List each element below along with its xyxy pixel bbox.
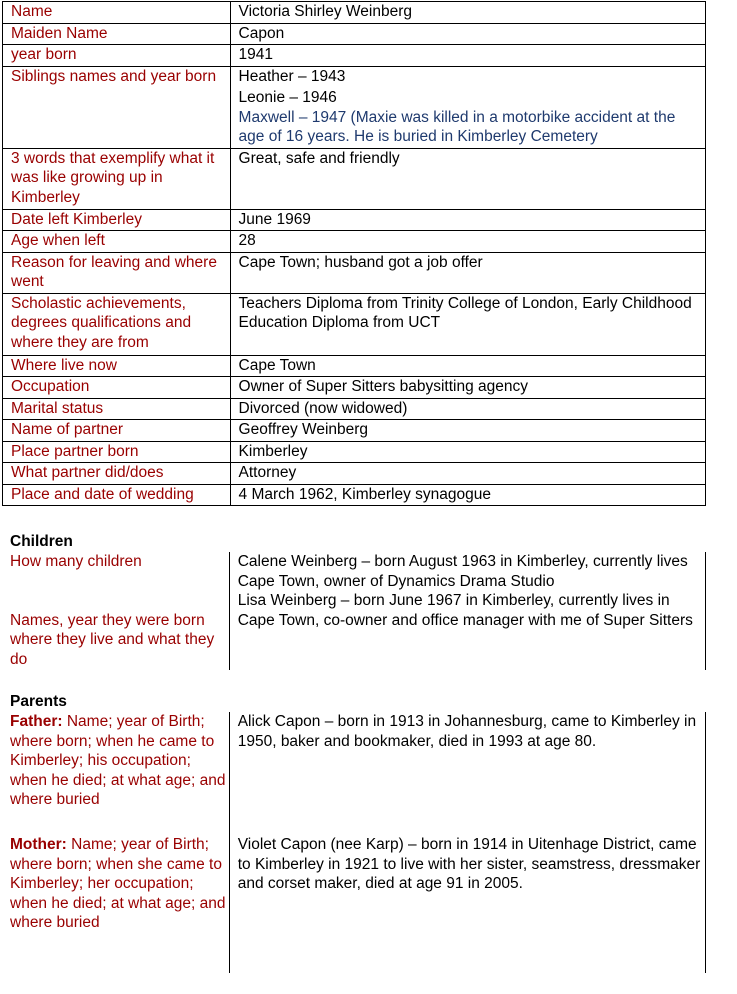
siblings-value: [230, 66, 705, 148]
children-values: [229, 552, 705, 670]
name-label: Name: [3, 2, 231, 24]
children-table: [2, 552, 706, 670]
sibling-2: Leonie – 1946: [238, 89, 337, 106]
how-many-children-label: How many children: [10, 553, 142, 570]
parents-heading: Parents: [10, 693, 67, 710]
table-row: [3, 209, 706, 231]
three-words-value: Great, safe and friendly: [230, 148, 705, 209]
table-row: [3, 441, 706, 463]
mother-label-text: Name; year of Birth; where born; when she came to Kimberley; her occupation; when he died; at what age; and where buried: [10, 836, 226, 931]
table-row: [3, 66, 706, 148]
mother-bold-label: Mother:: [10, 836, 67, 853]
three-words-label: 3 words that exemplify what it was like growing up in Kimberley: [3, 148, 231, 209]
table-row: [3, 231, 706, 253]
table-row: [3, 355, 706, 377]
table-row: [3, 420, 706, 442]
date-left-label: Date left Kimberley: [3, 209, 231, 231]
marital-label: Marital status: [3, 398, 231, 420]
table-row: [3, 252, 706, 293]
child-1: Calene Weinberg – born August 1963 in Kimberley, currently lives Cape Town, owner of Dynamics Drama Studio: [237, 553, 688, 590]
scholastic-value: Teachers Diploma from Trinity College of London, Early Childhood Education Diploma from UCT: [230, 293, 705, 355]
father-value: Alick Capon – born in 1913 in Johannesburg, came to Kimberley in 1950, baker and bookmaker, died in 1993 at age 80.: [229, 712, 705, 835]
table-row: [3, 398, 706, 420]
parents-table: [2, 712, 706, 973]
table-row: [3, 484, 706, 506]
personal-details-table: [2, 1, 706, 506]
name-value: Victoria Shirley Weinberg: [230, 2, 705, 24]
maiden-name-value: Capon: [230, 23, 705, 45]
table-row: [3, 2, 706, 24]
table-row: [3, 45, 706, 67]
age-left-label: Age when left: [3, 231, 231, 253]
marital-value: Divorced (now widowed): [230, 398, 705, 420]
children-heading: Children: [10, 533, 73, 550]
table-row: [3, 463, 706, 485]
table-row: [2, 552, 706, 670]
partner-did-label: What partner did/does: [3, 463, 231, 485]
live-now-label: Where live now: [3, 355, 231, 377]
table-row: [3, 293, 706, 355]
partner-born-value: Kimberley: [230, 441, 705, 463]
table-row: [3, 23, 706, 45]
date-left-value: June 1969: [230, 209, 705, 231]
live-now-value: Cape Town: [230, 355, 705, 377]
partner-value: Geoffrey Weinberg: [230, 420, 705, 442]
children-labels: [2, 552, 229, 670]
occupation-value: Owner of Super Sitters babysitting agency: [230, 377, 705, 399]
wedding-label: Place and date of wedding: [3, 484, 231, 506]
partner-label: Name of partner: [3, 420, 231, 442]
age-left-value: 28: [230, 231, 705, 253]
table-row: [2, 712, 706, 835]
scholastic-label: Scholastic achievements, degrees qualifications and where they are from: [3, 293, 231, 355]
reason-value: Cape Town; husband got a job offer: [230, 252, 705, 293]
partner-born-label: Place partner born: [3, 441, 231, 463]
children-names-label: Names, year they were born where they live and what they do: [10, 611, 215, 668]
table-row: [2, 835, 706, 973]
table-row: [3, 148, 706, 209]
child-2: Lisa Weinberg – born June 1967 in Kimberley, currently lives in Cape Town, co-owner and office manager with me of Super Sitters: [237, 592, 693, 629]
mother-label: [2, 835, 229, 973]
maiden-name-label: Maiden Name: [3, 23, 231, 45]
partner-did-value: Attorney: [230, 463, 705, 485]
year-born-label: year born: [3, 45, 231, 67]
sibling-3: Maxwell – 1947 (Maxie was killed in a motorbike accident at the age of 16 years. He is buried in Kimberley Cemetery: [238, 108, 676, 145]
table-row: [3, 377, 706, 399]
father-label: [2, 712, 229, 835]
year-born-value: 1941: [230, 45, 705, 67]
sibling-1: Heather – 1943: [238, 67, 346, 85]
reason-label: Reason for leaving and where went: [3, 252, 231, 293]
wedding-value: 4 March 1962, Kimberley synagogue: [230, 484, 705, 506]
father-bold-label: Father:: [10, 713, 63, 730]
mother-value: Violet Capon (nee Karp) – born in 1914 in Uitenhage District, came to Kimberley in 1921 to live with her sister, seamstress, dressmaker and corset maker, died at age 91 in 2005.: [229, 835, 705, 973]
occupation-label: Occupation: [3, 377, 231, 399]
siblings-label: Siblings names and year born: [3, 66, 231, 148]
father-label-text: Name; year of Birth; where born; when he came to Kimberley; his occupation; when he died; at what age; and where buried: [10, 713, 226, 808]
